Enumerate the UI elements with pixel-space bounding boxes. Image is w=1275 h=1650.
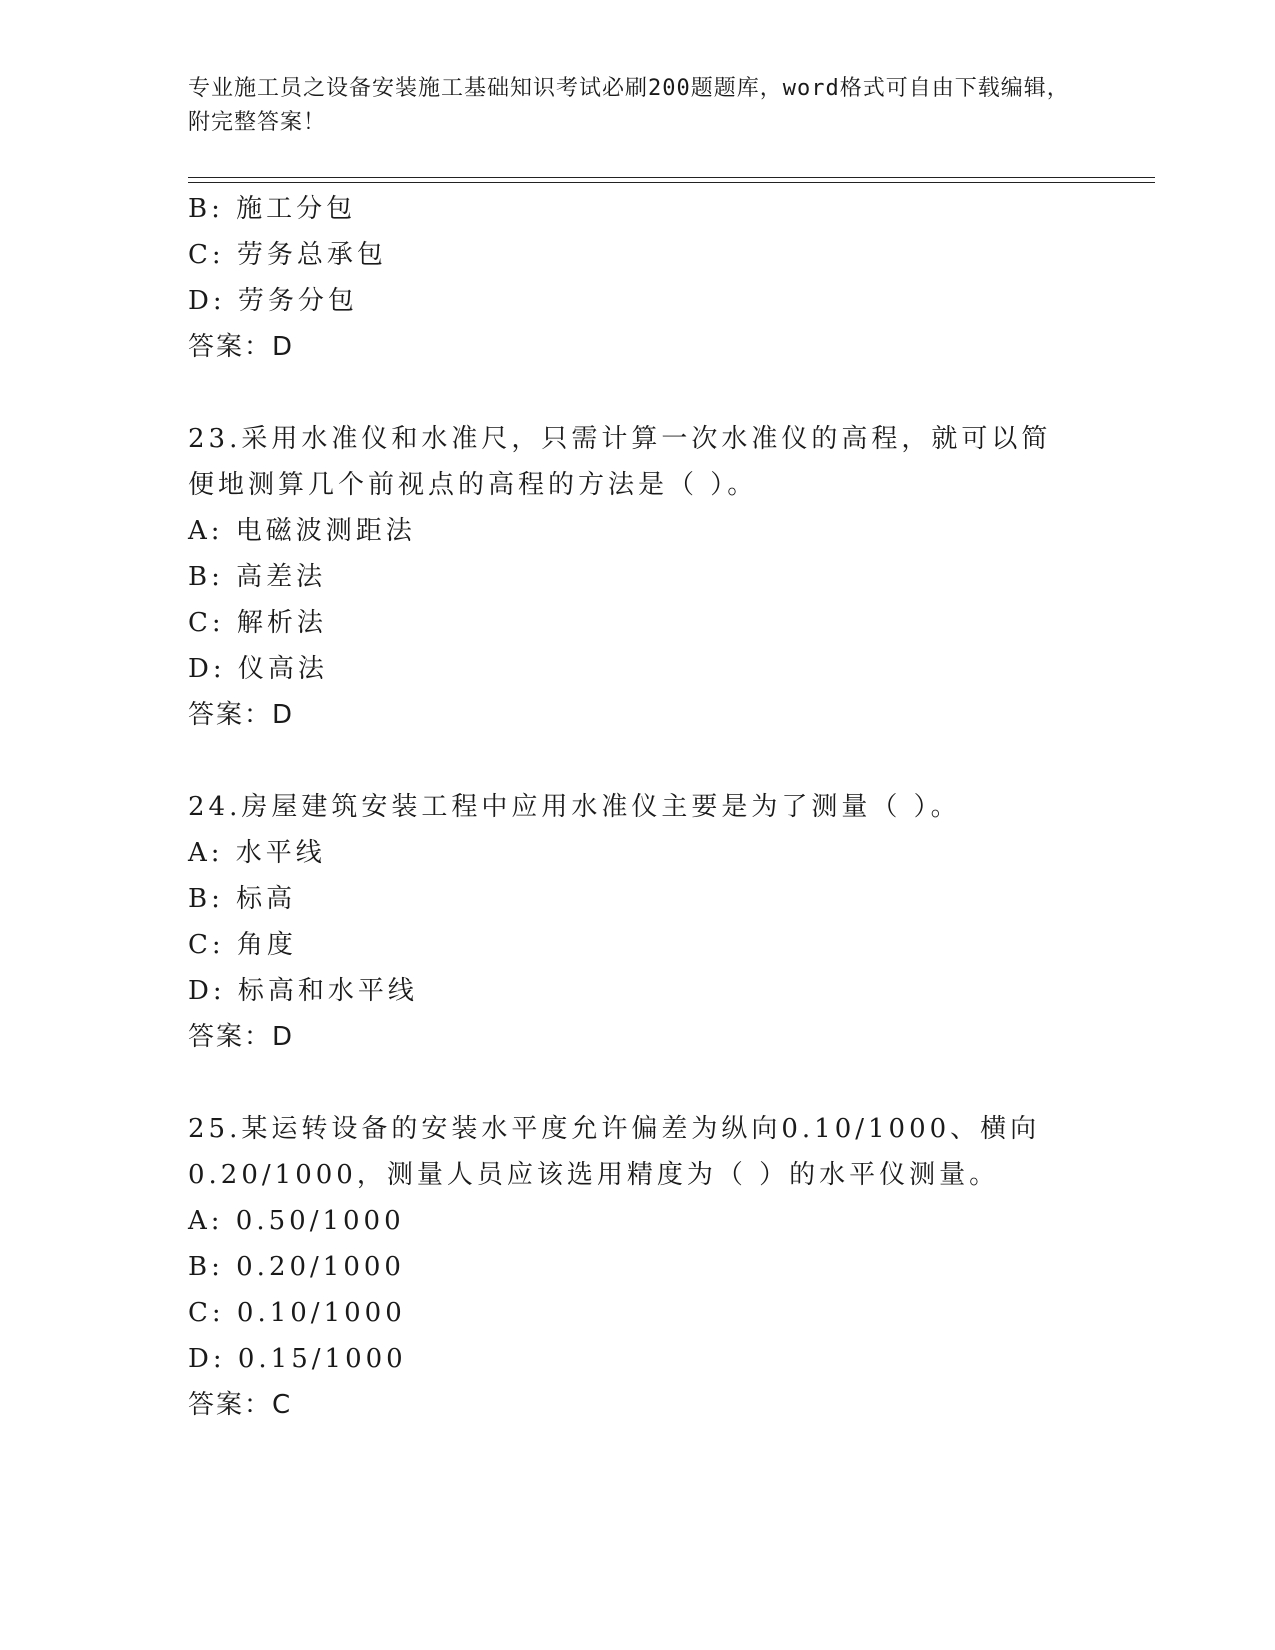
answer-line: 答案：C bbox=[188, 1390, 293, 1420]
header-title: 专业施工员之设备安装施工基础知识考试必刷200题题库，word格式可自由下载编辑，附完整答案！ bbox=[188, 76, 1070, 135]
question-25 bbox=[188, 1106, 1148, 1428]
option-d: D: 仪高法 bbox=[188, 654, 328, 684]
question-23 bbox=[188, 416, 1148, 738]
document-header bbox=[188, 72, 1088, 140]
question-22-continued bbox=[188, 186, 1148, 370]
answer-line: 答案：D bbox=[188, 332, 295, 362]
option-c: C: 角度 bbox=[188, 930, 297, 960]
option-b: B: 标高 bbox=[188, 884, 297, 914]
option-b: B: 施工分包 bbox=[188, 194, 357, 224]
option-d: D: 标高和水平线 bbox=[188, 976, 418, 1006]
option-d: D: 0.15/1000 bbox=[188, 1344, 407, 1374]
answer-line: 答案：D bbox=[188, 700, 295, 730]
option-d: D: 劳务分包 bbox=[188, 286, 358, 316]
question-text: 23.采用水准仪和水准尺，只需计算一次水准仪的高程，就可以简便地测算几个前视点的高程的方法是（ ）。 bbox=[188, 424, 1052, 500]
question-text: 25.某运转设备的安装水平度允许偏差为纵向0.10/1000、横向0.20/1000，测量人员应该选用精度为（ ）的水平仪测量。 bbox=[188, 1114, 1041, 1190]
option-c: C: 解析法 bbox=[188, 608, 327, 638]
header-divider bbox=[188, 177, 1155, 183]
option-a: A: 0.50/1000 bbox=[188, 1206, 405, 1236]
option-a: A: 电磁波测距法 bbox=[188, 516, 416, 546]
option-b: B: 高差法 bbox=[188, 562, 327, 592]
option-c: C: 劳务总承包 bbox=[188, 240, 387, 270]
option-b: B: 0.20/1000 bbox=[188, 1252, 405, 1282]
question-24 bbox=[188, 784, 1148, 1060]
option-c: C: 0.10/1000 bbox=[188, 1298, 406, 1328]
question-text: 24.房屋建筑安装工程中应用水准仪主要是为了测量（ ）。 bbox=[188, 792, 961, 822]
answer-line: 答案：D bbox=[188, 1022, 295, 1052]
option-a: A: 水平线 bbox=[188, 838, 326, 868]
question-list bbox=[188, 186, 1148, 1428]
